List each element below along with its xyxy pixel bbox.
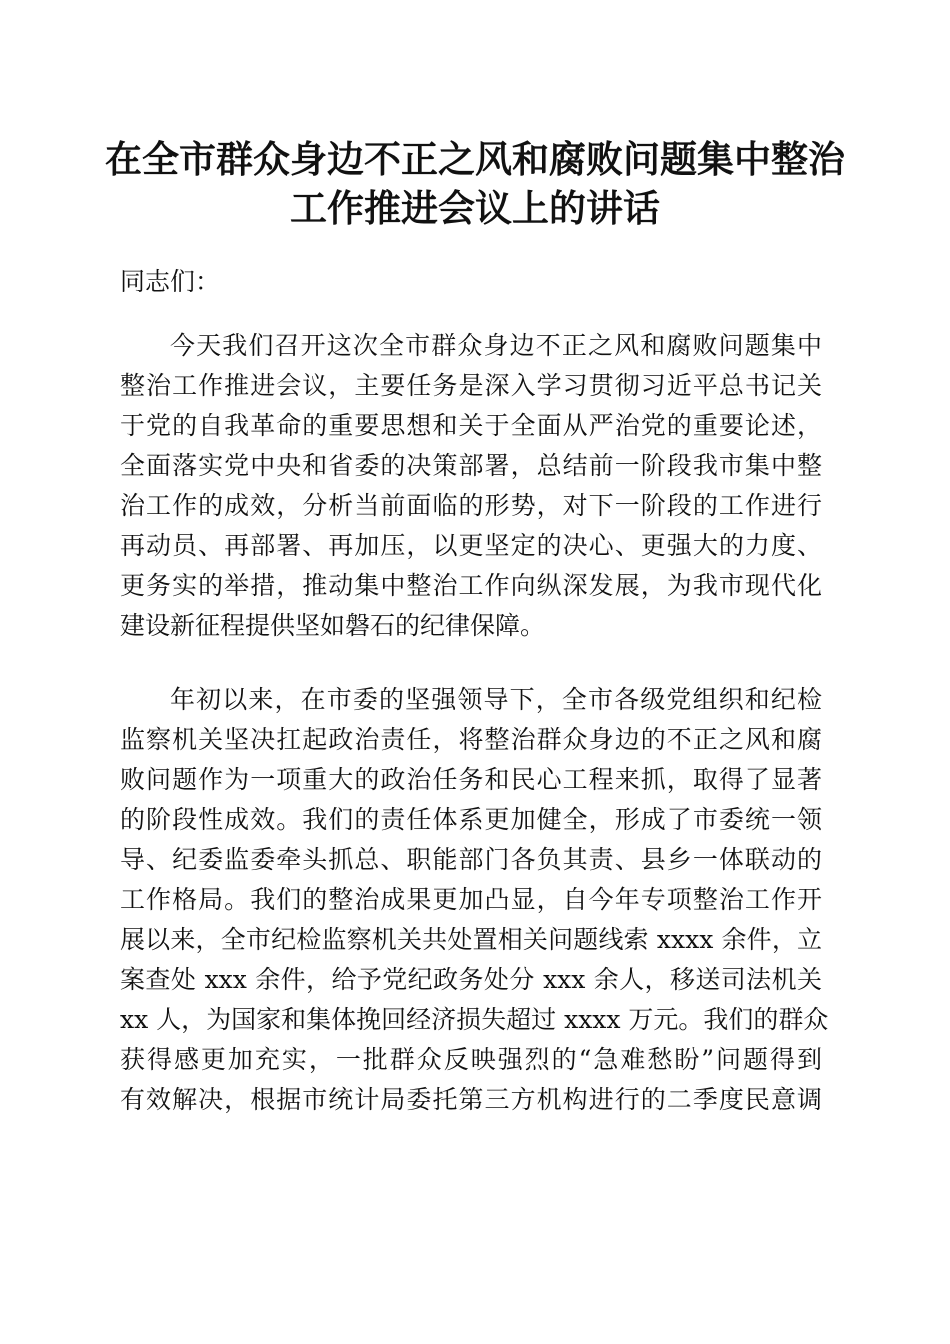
- paragraph-line: xx 人，为国家和集体挽回经济损失超过 xxxx 万元。我们的群众: [120, 1005, 829, 1034]
- paragraph-line: 导、纪委监委牵头抓总、职能部门各负其责、县乡一体联动的: [120, 845, 822, 874]
- paragraph-2: [120, 680, 829, 1120]
- document-title-line-2: 工作推进会议上的讲话: [290, 186, 660, 230]
- paragraph-line: 获得感更加充实，一批群众反映强烈的“急难愁盼”问题得到: [120, 1045, 822, 1074]
- paragraph-line: 整治工作推进会议，主要任务是深入学习贯彻习近平总书记关: [120, 371, 822, 400]
- paragraph-line: 有效解决，根据市统计局委托第三方机构进行的二季度民意调: [120, 1085, 822, 1114]
- paragraph-line: 败问题作为一项重大的政治任务和民心工程来抓，取得了显著: [120, 765, 822, 794]
- salutation: 同志们：: [120, 267, 221, 296]
- paragraph-line: 全面落实党中央和省委的决策部署，总结前一阶段我市集中整: [120, 451, 822, 480]
- paragraph-line: 的阶段性成效。我们的责任体系更加健全，形成了市委统一领: [120, 805, 822, 834]
- paragraph-line: 今天我们召开这次全市群众身边不正之风和腐败问题集中: [170, 331, 822, 360]
- paragraph-line: 年初以来，在市委的坚强领导下，全市各级党组织和纪检: [170, 685, 822, 714]
- paragraph-line: 展以来，全市纪检监察机关共处置相关问题线索 xxxx 余件，立: [120, 925, 822, 954]
- paragraph-1: [120, 326, 822, 646]
- paragraph-line: 于党的自我革命的重要思想和关于全面从严治党的重要论述，: [120, 411, 822, 440]
- paragraph-line: 监察机关坚决扛起政治责任，将整治群众身边的不正之风和腐: [120, 725, 822, 754]
- paragraph-line: 建设新征程提供坚如磐石的纪律保障。: [120, 611, 546, 640]
- paragraph-line: 再动员、再部署、再加压，以更坚定的决心、更强大的力度、: [120, 531, 822, 560]
- paragraph-line: 案查处 xxx 余件，给予党纪政务处分 xxx 余人，移送司法机关: [120, 965, 822, 994]
- paragraph-line: 工作格局。我们的整治成果更加凸显，自今年专项整治工作开: [120, 885, 822, 914]
- document-title-line-1: 在全市群众身边不正之风和腐败问题集中整治: [105, 137, 845, 181]
- paragraph-line: 治工作的成效，分析当前面临的形势，对下一阶段的工作进行: [120, 491, 822, 520]
- paragraph-line: 更务实的举措，推动集中整治工作向纵深发展，为我市现代化: [120, 571, 822, 600]
